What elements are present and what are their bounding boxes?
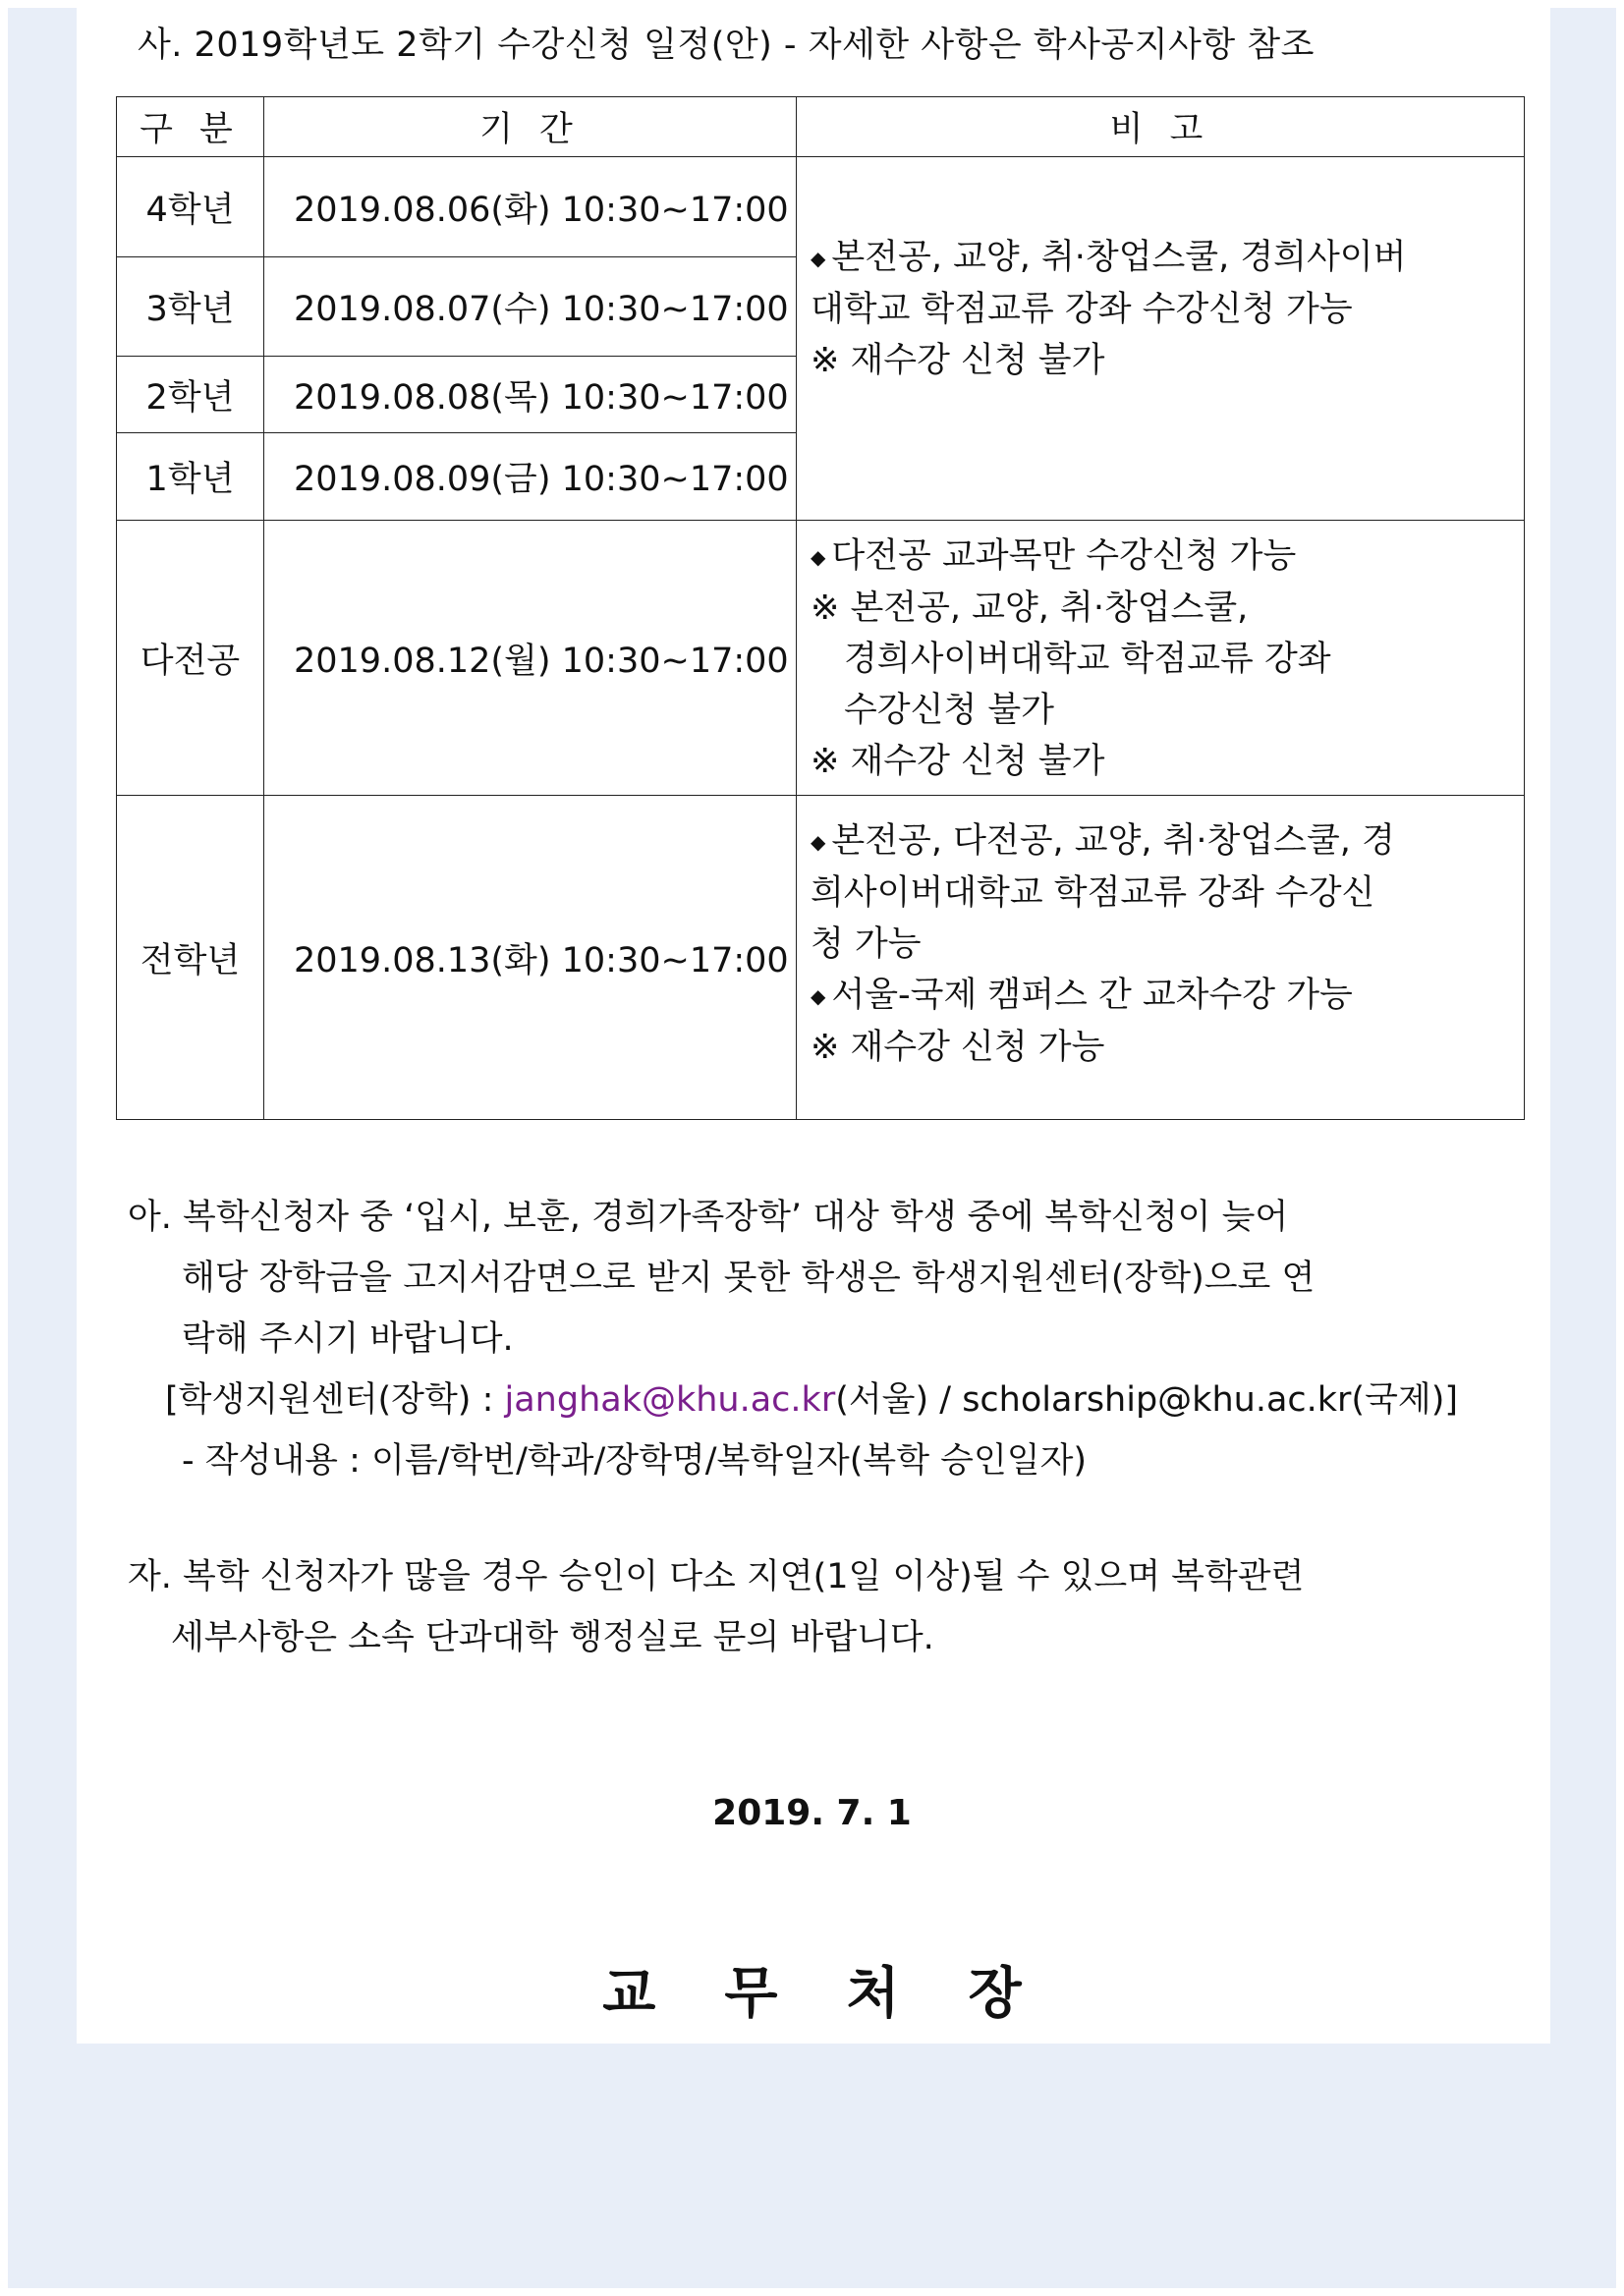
table-row	[117, 796, 1525, 1120]
division-cell: 4학년	[117, 157, 264, 257]
division-cell: 전학년	[117, 796, 264, 1120]
email-seoul-link[interactable]: janghak@khu.ac.kr	[504, 1380, 836, 1420]
division-cell: 다전공	[117, 521, 264, 796]
period-cell: 2019.08.08(목) 10:30~17:00	[264, 357, 797, 433]
schedule-table	[116, 96, 1525, 1120]
header-notes: 비 고	[797, 97, 1525, 157]
diamond-bullet-icon: ◆	[811, 984, 826, 1008]
diamond-bullet-icon: ◆	[811, 247, 826, 270]
note-cell-grades	[797, 157, 1525, 521]
note-line: ※ 재수강 신청 가능	[811, 1028, 1105, 1067]
division-cell: 3학년	[117, 257, 264, 357]
division-cell: 2학년	[117, 357, 264, 433]
note-line: ◆ 본전공, 다전공, 교양, 취·창업스쿨, 경	[811, 821, 1395, 861]
diamond-bullet-icon: ◆	[811, 545, 826, 569]
diamond-bullet-icon: ◆	[811, 830, 826, 854]
section-a-line: 해당 장학금을 고지서감면으로 받지 못한 학생은 학생지원센터(장학)으로 연	[182, 1259, 1316, 1298]
section-b-line: 세부사항은 소속 단과대학 행정실로 문의 바랍니다.	[171, 1618, 934, 1657]
contact-line: [학생지원센터(장학) : janghak@khu.ac.kr(서울) / scholarship@khu.ac.kr(국제)]	[165, 1380, 1459, 1420]
signature-title: 교무처장	[602, 1962, 1091, 2026]
contents-line: - 작성내용 : 이름/학번/학과/장학명/복학일자(복학 승인일자)	[182, 1441, 1088, 1481]
note-cell-multi-major	[797, 521, 1525, 796]
document-date: 2019. 7. 1	[712, 1793, 912, 1833]
header-division: 구 분	[117, 97, 264, 157]
section-heading: 사. 2019학년도 2학기 수강신청 일정(안) - 자세한 사항은 학사공지사항 참조	[138, 26, 1315, 65]
division-cell: 1학년	[117, 433, 264, 521]
section-b-line: 자. 복학 신청자가 많을 경우 승인이 다소 지연(1일 이상)될 수 있으며 복학관련	[128, 1557, 1305, 1596]
period-cell: 2019.08.06(화) 10:30~17:00	[264, 157, 797, 257]
section-a-line: 아. 복학신청자 중 ‘입시, 보훈, 경희가족장학’ 대상 학생 중에 복학신청이 늦어	[128, 1198, 1289, 1237]
section-b	[128, 1546, 1304, 1668]
header-period: 기 간	[264, 97, 797, 157]
note-line: 대학교 학점교류 강좌 수강신청 가능	[811, 290, 1353, 329]
table-row	[117, 521, 1525, 796]
note-line: 수강신청 불가	[844, 691, 1054, 730]
period-cell: 2019.08.12(월) 10:30~17:00	[264, 521, 797, 796]
note-line: 희사이버대학교 학점교류 강좌 수강신	[811, 873, 1375, 913]
note-line: ※ 재수강 신청 불가	[811, 341, 1105, 380]
note-line: ◆ 본전공, 교양, 취·창업스쿨, 경희사이버	[811, 238, 1407, 277]
table-row	[117, 157, 1525, 257]
note-line: ◆ 다전공 교과목만 수강신청 가능	[811, 536, 1297, 576]
note-line: 경희사이버대학교 학점교류 강좌	[844, 640, 1331, 679]
period-cell: 2019.08.13(화) 10:30~17:00	[264, 796, 797, 1120]
note-line: ※ 본전공, 교양, 취·창업스쿨,	[811, 588, 1249, 628]
note-line: ◆ 서울-국제 캠퍼스 간 교차수강 가능	[811, 976, 1353, 1015]
table-header-row	[117, 97, 1525, 157]
note-line: 청 가능	[811, 924, 922, 964]
period-cell: 2019.08.07(수) 10:30~17:00	[264, 257, 797, 357]
section-a-line: 락해 주시기 바랍니다.	[182, 1319, 514, 1359]
section-a	[128, 1187, 1458, 1491]
period-cell: 2019.08.09(금) 10:30~17:00	[264, 433, 797, 521]
note-cell-all-grades	[797, 796, 1525, 1120]
note-line: ※ 재수강 신청 불가	[811, 742, 1105, 781]
